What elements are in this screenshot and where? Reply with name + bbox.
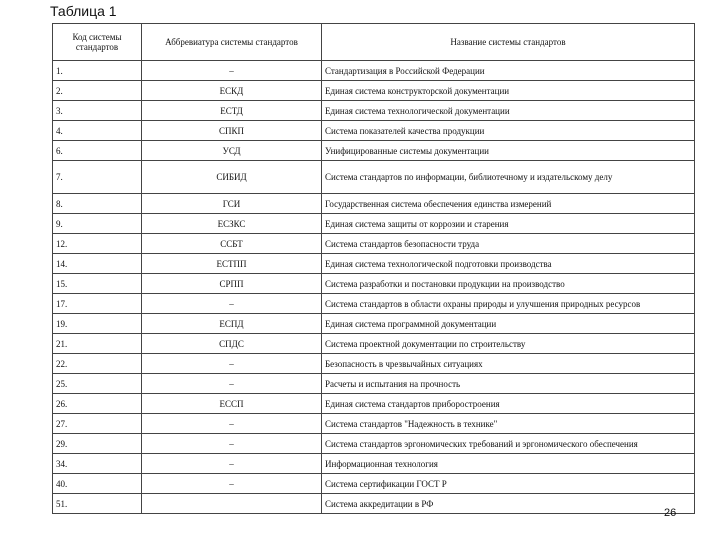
row-name: Единая система программной документации <box>322 314 695 334</box>
header-name: Название системы стандартов <box>322 24 695 61</box>
row-code: 27. <box>53 414 142 434</box>
row-name: Информационная технология <box>322 454 695 474</box>
row-code: 19. <box>53 314 142 334</box>
table-row <box>53 194 695 214</box>
table-row <box>53 374 695 394</box>
table-body <box>53 61 695 514</box>
row-code: 25. <box>53 374 142 394</box>
row-name: Система аккредитации в РФ <box>322 494 695 514</box>
row-code: 15. <box>53 274 142 294</box>
row-abbr: ССБТ <box>142 234 322 254</box>
table-row <box>53 141 695 161</box>
row-abbr: – <box>142 374 322 394</box>
row-abbr: – <box>142 434 322 454</box>
row-name: Государственная система обеспечения единства измерений <box>322 194 695 214</box>
table-row <box>53 354 695 374</box>
row-code: 12. <box>53 234 142 254</box>
header-code: Код системы стандартов <box>53 24 142 61</box>
table-row <box>53 101 695 121</box>
table-row <box>53 434 695 454</box>
table-row <box>53 414 695 434</box>
table-header-row <box>53 24 695 61</box>
row-name: Единая система защиты от коррозии и старения <box>322 214 695 234</box>
row-code: 1. <box>53 61 142 81</box>
row-name: Система стандартов по информации, библиотечному и издательскому делу <box>322 161 695 194</box>
row-name: Система разработки и постановки продукции на производство <box>322 274 695 294</box>
row-abbr: – <box>142 454 322 474</box>
row-name: Система стандартов безопасности труда <box>322 234 695 254</box>
row-abbr: ЕСЗКС <box>142 214 322 234</box>
row-abbr: ГСИ <box>142 194 322 214</box>
row-name: Система стандартов эргономических требований и эргономического обеспечения <box>322 434 695 454</box>
row-abbr: ЕСКД <box>142 81 322 101</box>
row-abbr: СРПП <box>142 274 322 294</box>
row-abbr: УСД <box>142 141 322 161</box>
row-name: Стандартизация в Российской Федерации <box>322 61 695 81</box>
row-abbr <box>142 494 322 514</box>
row-code: 29. <box>53 434 142 454</box>
row-abbr: – <box>142 354 322 374</box>
row-name: Унифицированные системы документации <box>322 141 695 161</box>
row-code: 2. <box>53 81 142 101</box>
row-abbr: – <box>142 414 322 434</box>
table-row <box>53 61 695 81</box>
row-code: 51. <box>53 494 142 514</box>
row-name: Безопасность в чрезвычайных ситуациях <box>322 354 695 374</box>
table-row <box>53 274 695 294</box>
table-row <box>53 494 695 514</box>
row-abbr: – <box>142 294 322 314</box>
table-row <box>53 314 695 334</box>
row-name: Система проектной документации по строительству <box>322 334 695 354</box>
row-code: 22. <box>53 354 142 374</box>
row-abbr: – <box>142 474 322 494</box>
row-abbr: ЕСТПП <box>142 254 322 274</box>
row-code: 14. <box>53 254 142 274</box>
table-caption: Таблица 1 <box>50 3 117 19</box>
standards-table <box>52 23 695 514</box>
row-name: Единая система технологической подготовки производства <box>322 254 695 274</box>
row-code: 7. <box>53 161 142 194</box>
row-abbr: ЕССП <box>142 394 322 414</box>
row-abbr: СПДС <box>142 334 322 354</box>
row-code: 8. <box>53 194 142 214</box>
table-row <box>53 214 695 234</box>
row-name: Единая система технологической документации <box>322 101 695 121</box>
row-code: 3. <box>53 101 142 121</box>
row-name: Система сертификации ГОСТ Р <box>322 474 695 494</box>
row-abbr: СПКП <box>142 121 322 141</box>
row-name: Расчеты и испытания на прочность <box>322 374 695 394</box>
row-code: 17. <box>53 294 142 314</box>
row-code: 6. <box>53 141 142 161</box>
table-row <box>53 294 695 314</box>
page-number: 26 <box>664 507 677 519</box>
row-code: 26. <box>53 394 142 414</box>
row-name: Система показателей качества продукции <box>322 121 695 141</box>
header-abbr: Аббревиатура системы стандартов <box>142 24 322 61</box>
table-row <box>53 254 695 274</box>
row-code: 9. <box>53 214 142 234</box>
row-code: 21. <box>53 334 142 354</box>
table-row <box>53 394 695 414</box>
table-row <box>53 161 695 194</box>
row-name: Система стандартов "Надежность в технике" <box>322 414 695 434</box>
row-name: Система стандартов в области охраны природы и улучшения природных ресурсов <box>322 294 695 314</box>
table-row <box>53 334 695 354</box>
row-abbr: ЕСПД <box>142 314 322 334</box>
row-abbr: ЕСТД <box>142 101 322 121</box>
row-name: Единая система конструкторской документации <box>322 81 695 101</box>
row-abbr: СИБИД <box>142 161 322 194</box>
row-abbr: – <box>142 61 322 81</box>
table-row <box>53 454 695 474</box>
table-row <box>53 81 695 101</box>
table-row <box>53 234 695 254</box>
row-code: 34. <box>53 454 142 474</box>
row-name: Единая система стандартов приборостроения <box>322 394 695 414</box>
table-row <box>53 474 695 494</box>
row-code: 40. <box>53 474 142 494</box>
table-row <box>53 121 695 141</box>
row-code: 4. <box>53 121 142 141</box>
